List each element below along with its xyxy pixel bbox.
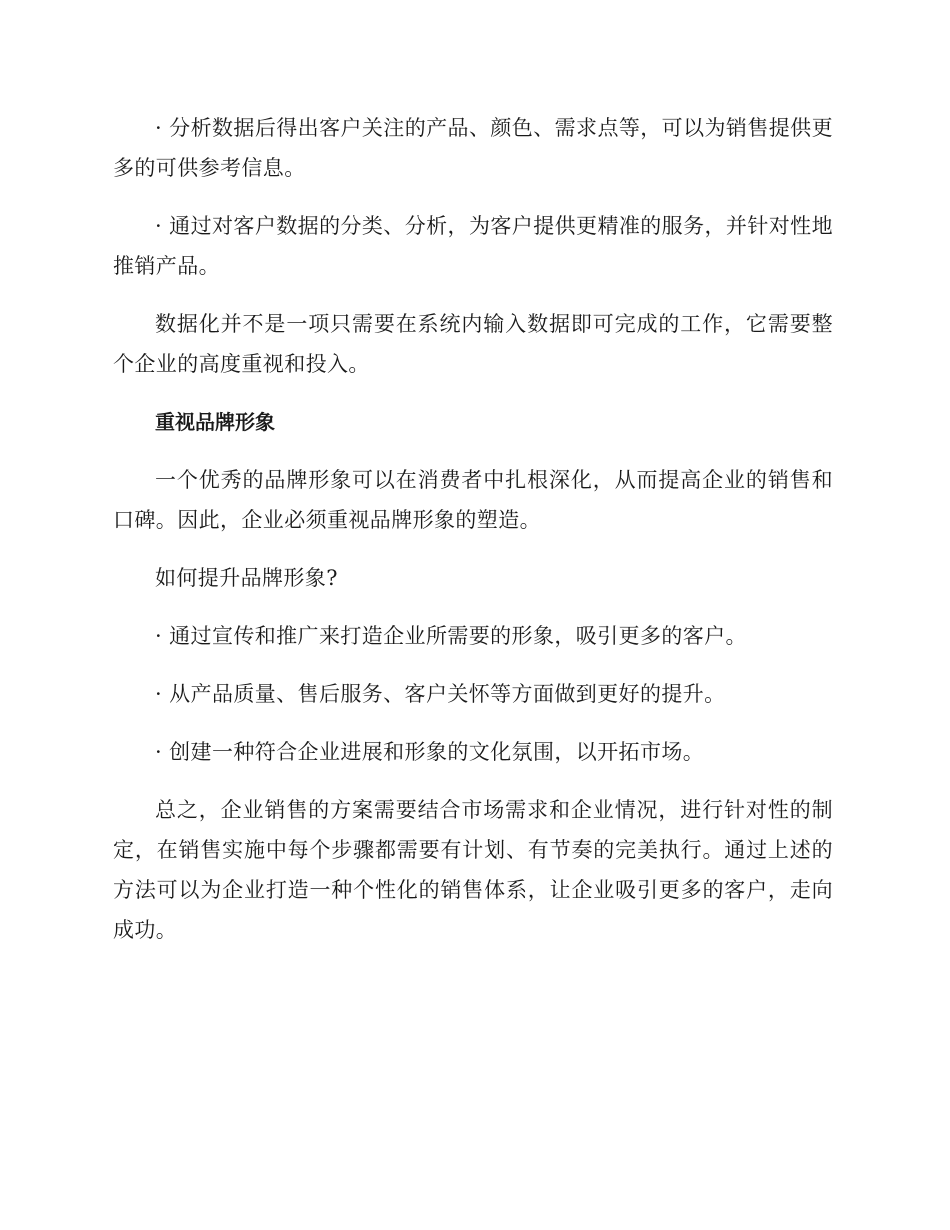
- body-paragraph: 数据化并不是一项只需要在系统内输入数据即可完成的工作，它需要整个企业的高度重视和投入。: [113, 312, 833, 376]
- conclusion-paragraph: 总之，企业销售的方案需要结合市场需求和企业情况，进行针对性的制定，在销售实施中每个步骤都需要有计划、有节奏的完美执行。通过上述的方法可以为企业打造一种个性化的销售体系，让企业吸引更多的客户，走向成功。: [113, 798, 833, 942]
- bullet-paragraph: · 创建一种符合企业进展和形象的文化氛围，以开拓市场。: [155, 740, 705, 764]
- section-heading: 重视品牌形象: [155, 410, 275, 434]
- question-paragraph: 如何提升品牌形象?: [155, 566, 338, 590]
- bullet-paragraph: · 从产品质量、售后服务、客户关怀等方面做到更好的提升。: [155, 682, 726, 706]
- bullet-paragraph: · 通过对客户数据的分类、分析，为客户提供更精准的服务，并针对性地推销产品。: [113, 214, 833, 278]
- bullet-paragraph: · 分析数据后得出客户关注的产品、颜色、需求点等，可以为销售提供更多的可供参考信息。: [113, 116, 833, 180]
- document-page: [113, 108, 833, 968]
- bullet-paragraph: · 通过宣传和推广来打造企业所需要的形象，吸引更多的客户。: [155, 624, 747, 648]
- body-paragraph: 一个优秀的品牌形象可以在消费者中扎根深化，从而提高企业的销售和口碑。因此，企业必须重视品牌形象的塑造。: [113, 468, 833, 532]
